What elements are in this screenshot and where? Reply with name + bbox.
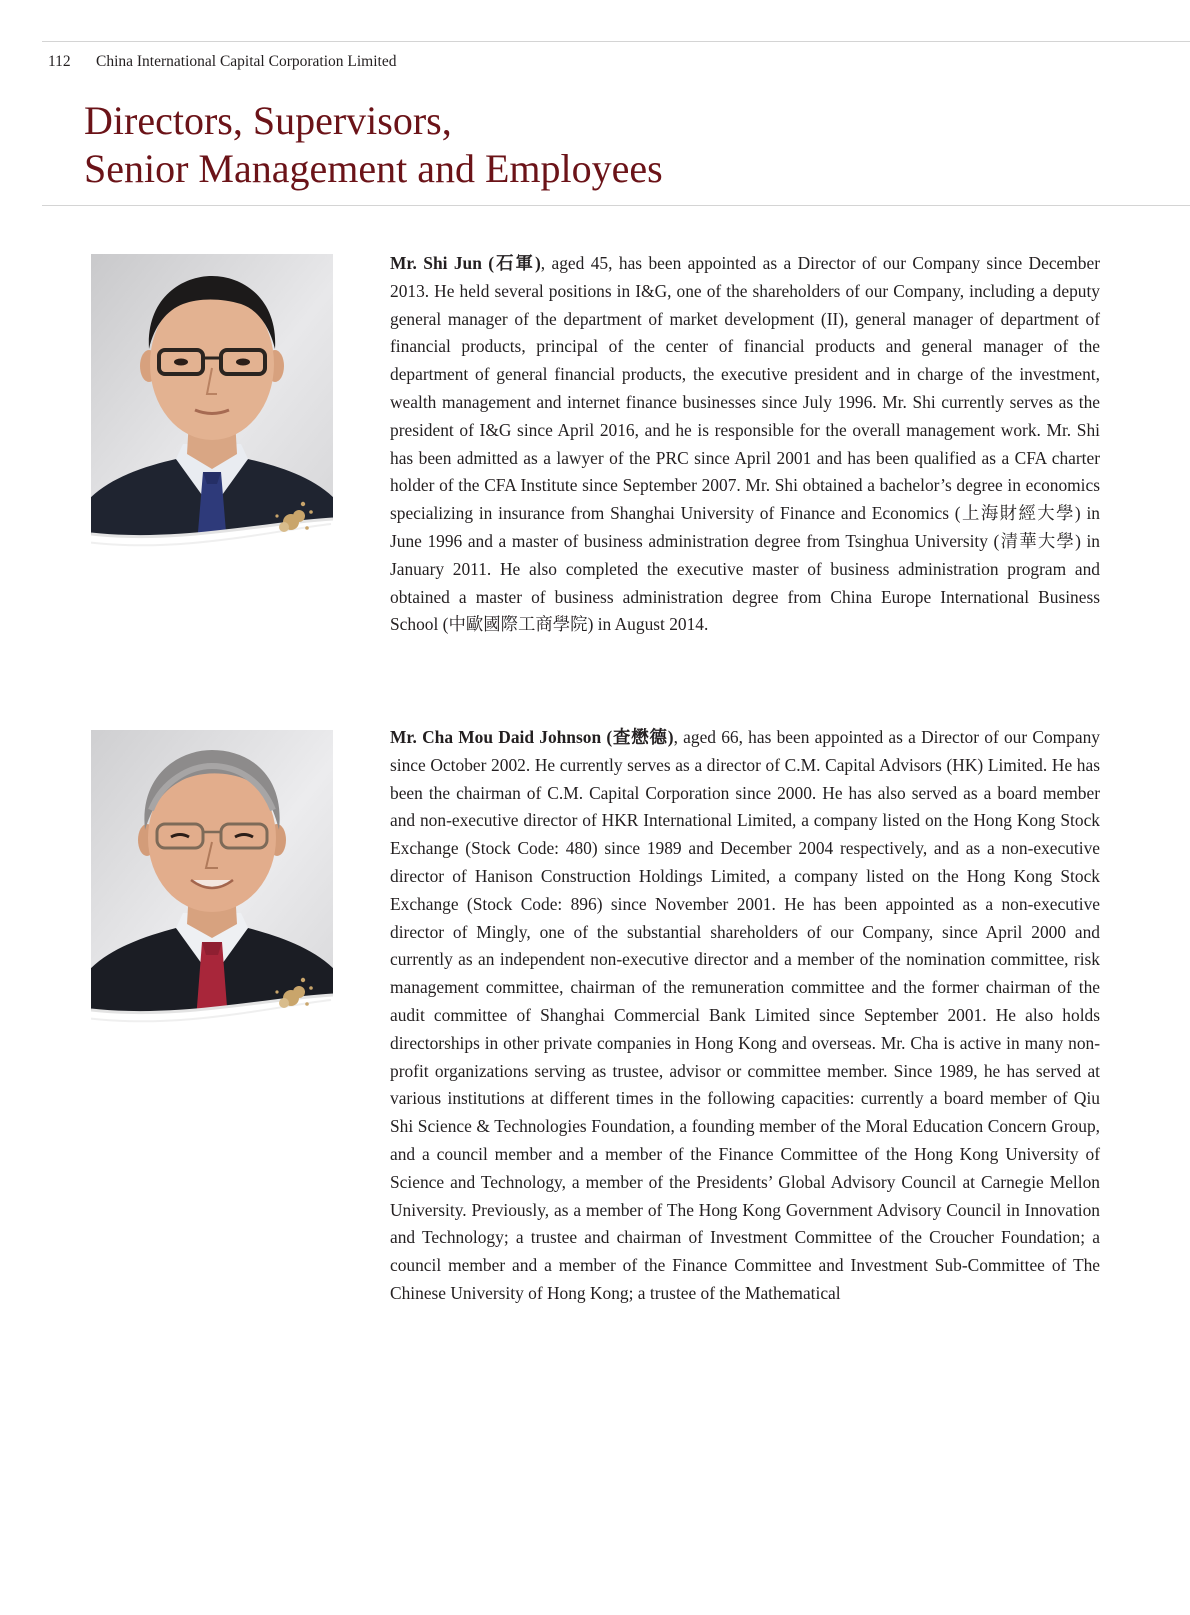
section-title-line-2: Senior Management and Employees [84, 146, 663, 191]
publication-name: China International Capital Corporation Limited [96, 53, 397, 70]
portrait-cha-mou-daid-johnson [91, 730, 333, 1040]
director-bio-shi-jun [390, 250, 1100, 639]
top-rule [42, 41, 1190, 42]
portrait-shi-jun [91, 254, 333, 564]
section-title-line-1: Directors, Supervisors, [84, 98, 452, 143]
section-title [84, 97, 663, 193]
director-name: Mr. Shi Jun (石軍) [390, 253, 541, 273]
director-bio-text: , aged 45, has been appointed as a Director of our Company since December 2013. He held several positions in I&G, one of the shareholders of our Company, including a deputy general manager of the department of market development (II), general manager of department of financial products, principal of the center of financial products and general manager of the department of general financial products, the executive president and in charge of the investment, wealth management and internet finance businesses since July 1996. Mr. Shi currently serves as the president of I&G since April 2016, and he is responsible for the overall management work. Mr. Shi has been admitted as a lawyer of the PRC since April 2001 and has been qualified as a CFA charter holder of the CFA Institute since September 2007. Mr. Shi obtained a bachelor’s degree in economics specializing in insurance from Shanghai University of Finance and Economics (上海財經大學) in June 1996 and a master of business administration degree from Tsinghua University (清華大學) in January 2011. He also completed the executive master of business administration program and obtained a master of business administration degree from China Europe International Business School (中歐國際工商學院) in August 2014. [390, 253, 1100, 635]
running-header [48, 53, 396, 71]
title-rule [42, 205, 1190, 206]
director-bio-cha-mou-daid-johnson [390, 724, 1100, 1308]
director-name: Mr. Cha Mou Daid Johnson (查懋德) [390, 727, 674, 747]
director-bio-text: , aged 66, has been appointed as a Director of our Company since October 2002. He currently serves as a director of C.M. Capital Advisors (HK) Limited. He has been the chairman of C.M. Capital Corporation since 2000. He has also served as a board member and non-executive director of HKR International Limited, a company listed on the Hong Kong Stock Exchange (Stock Code: 480) since 1989 and December 2004 respectively, and as a non-executive director of Hanison Construction Holdings Limited, a company listed on the Hong Kong Stock Exchange (Stock Code: 896) since November 2001. He has been appointed as a non-executive director of Mingly, one of the substantial shareholders of our Company, since April 2000 and currently as an independent non-executive director and a member of the nomination committee, risk management committee, chairman of the remuneration committee and the former chairman of the audit committee of Shanghai Commercial Bank Limited since September 2001. He also holds directorships in other private companies in Hong Kong and overseas. Mr. Cha is active in many non-profit organizations serving as trustee, advisor or committee member. Since 1989, he has served at various institutions at different times in the following capacities: currently a board member of Qiu Shi Science & Technologies Foundation, a founding member of the Moral Education Concern Group, and a council member and a member of the Finance Committee of the Hong Kong University of Science and Technology, a member of the Presidents’ Global Advisory Council at Carnegie Mellon University. Previously, as a member of The Hong Kong Government Advisory Council in Innovation and Technology; a trustee and chairman of Investment Committee of the Croucher Foundation; a council member and a member of the Finance Committee and Investment Sub-Committee of The Chinese University of Hong Kong; a trustee of the Mathematical [390, 727, 1100, 1303]
page-number: 112 [48, 53, 71, 70]
